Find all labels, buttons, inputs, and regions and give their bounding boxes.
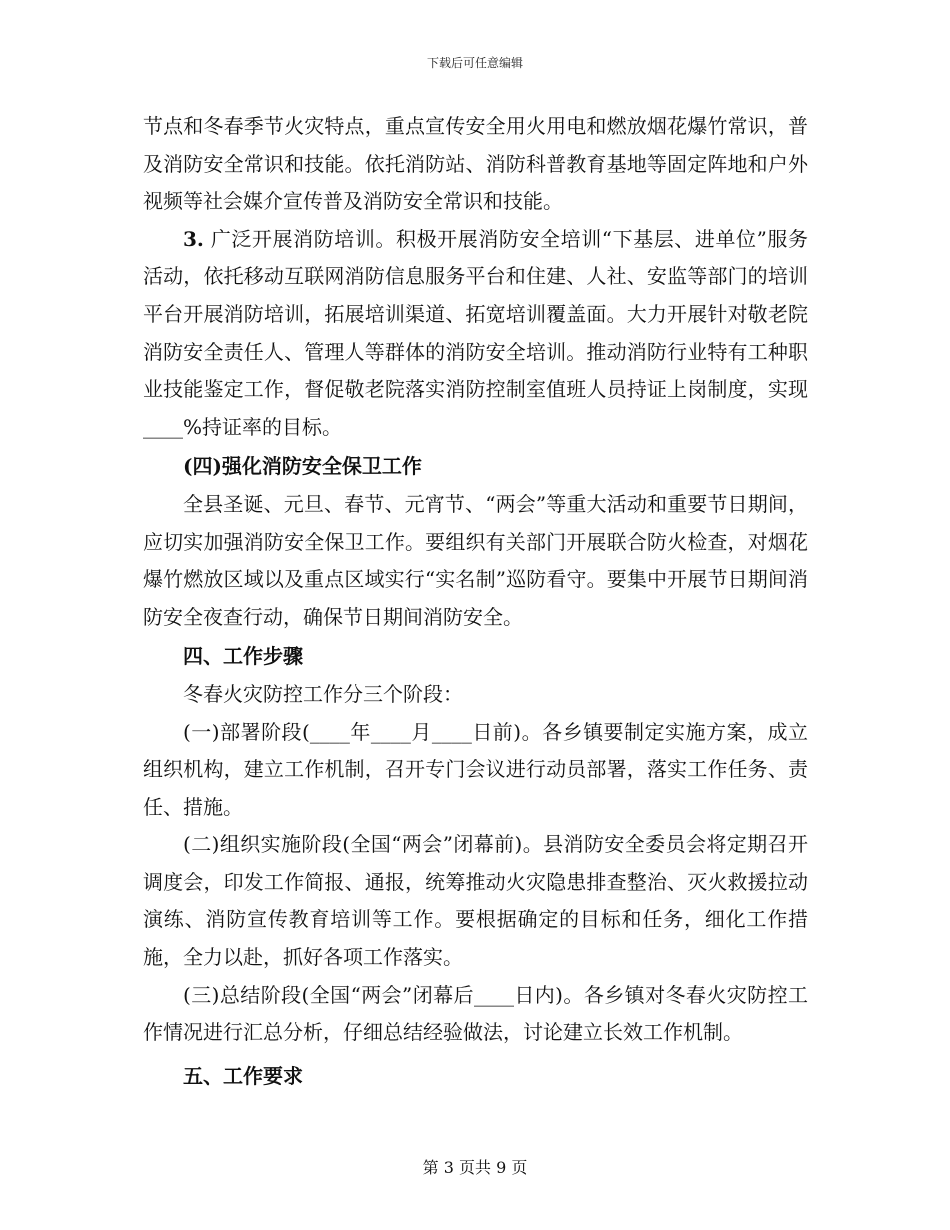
- page-header: 下载后可任意编辑: [426, 56, 523, 70]
- paragraph-training-text: 广泛开展消防培训。积极开展消防安全培训“下基层、进单位”服务活动，依托移动互联网消防信息服务平台和住建、人社、安监等部门的培训平台开展消防培训，拓展培训渠道、拓宽培训覆盖面。大力开展针对敬老院消防安全责任人、管理人等群体的消防安全培训。推动消防行业特有工种职业技能鉴定工作，督促敬老院落实消防控制室值班人员持证上岗制度，实现____%持证率的目标。: [143, 226, 808, 439]
- paragraph-publicity: 节点和冬春季节火灾特点，重点宣传安全用火用电和燃放烟花爆竹常识，普及消防安全常识和技能。依托消防站、消防科普教育基地等固定阵地和户外视频等社会媒介宣传普及消防安全常识和技能。: [143, 114, 808, 214]
- paragraph-training: [143, 221, 808, 447]
- chapter-heading-work-steps: 四、工作步骤: [183, 644, 303, 669]
- paragraph-stage-3: (三)总结阶段(全国“两会”闭幕后____日内)。各乡镇对冬春火灾防控工作情况进行汇总分析，仔细总结经验做法，讨论建立长效工作机制。: [143, 982, 808, 1045]
- section-heading-4: (四)强化消防安全保卫工作: [183, 454, 422, 479]
- paragraph-stage-1: (一)部署阶段(____年____月____日前)。各乡镇要制定实施方案，成立组织机构，建立工作机制，召开专门会议进行动员部署，落实工作任务、责任、措施。: [143, 719, 808, 819]
- page-footer: 第 3 页共 9 页: [422, 1158, 528, 1177]
- paragraph-three-stages: 冬春火灾防控工作分三个阶段：: [183, 681, 463, 706]
- paragraph-security: 全县圣诞、元旦、春节、元宵节、“两会”等重大活动和重要节日期间，应切实加强消防安全保卫工作。要组织有关部门开展联合防火检查，对烟花爆竹燃放区域以及重点区域实行“实名制”巡防看守。要集中开展节日期间消防安全夜查行动，确保节日期间消防安全。: [143, 491, 808, 629]
- paragraph-stage-2: (二)组织实施阶段(全国“两会”闭幕前)。县消防安全委员会将定期召开调度会，印发工作简报、通报，统筹推动火灾隐患排查整治、灭火救援拉动演练、消防宣传教育培训等工作。要根据确定的目标和任务，细化工作措施，全力以赴，抓好各项工作落实。: [143, 832, 808, 970]
- document-body: [143, 108, 808, 1095]
- item-number: 3.: [183, 226, 204, 251]
- chapter-heading-work-requirements: 五、工作要求: [183, 1063, 303, 1088]
